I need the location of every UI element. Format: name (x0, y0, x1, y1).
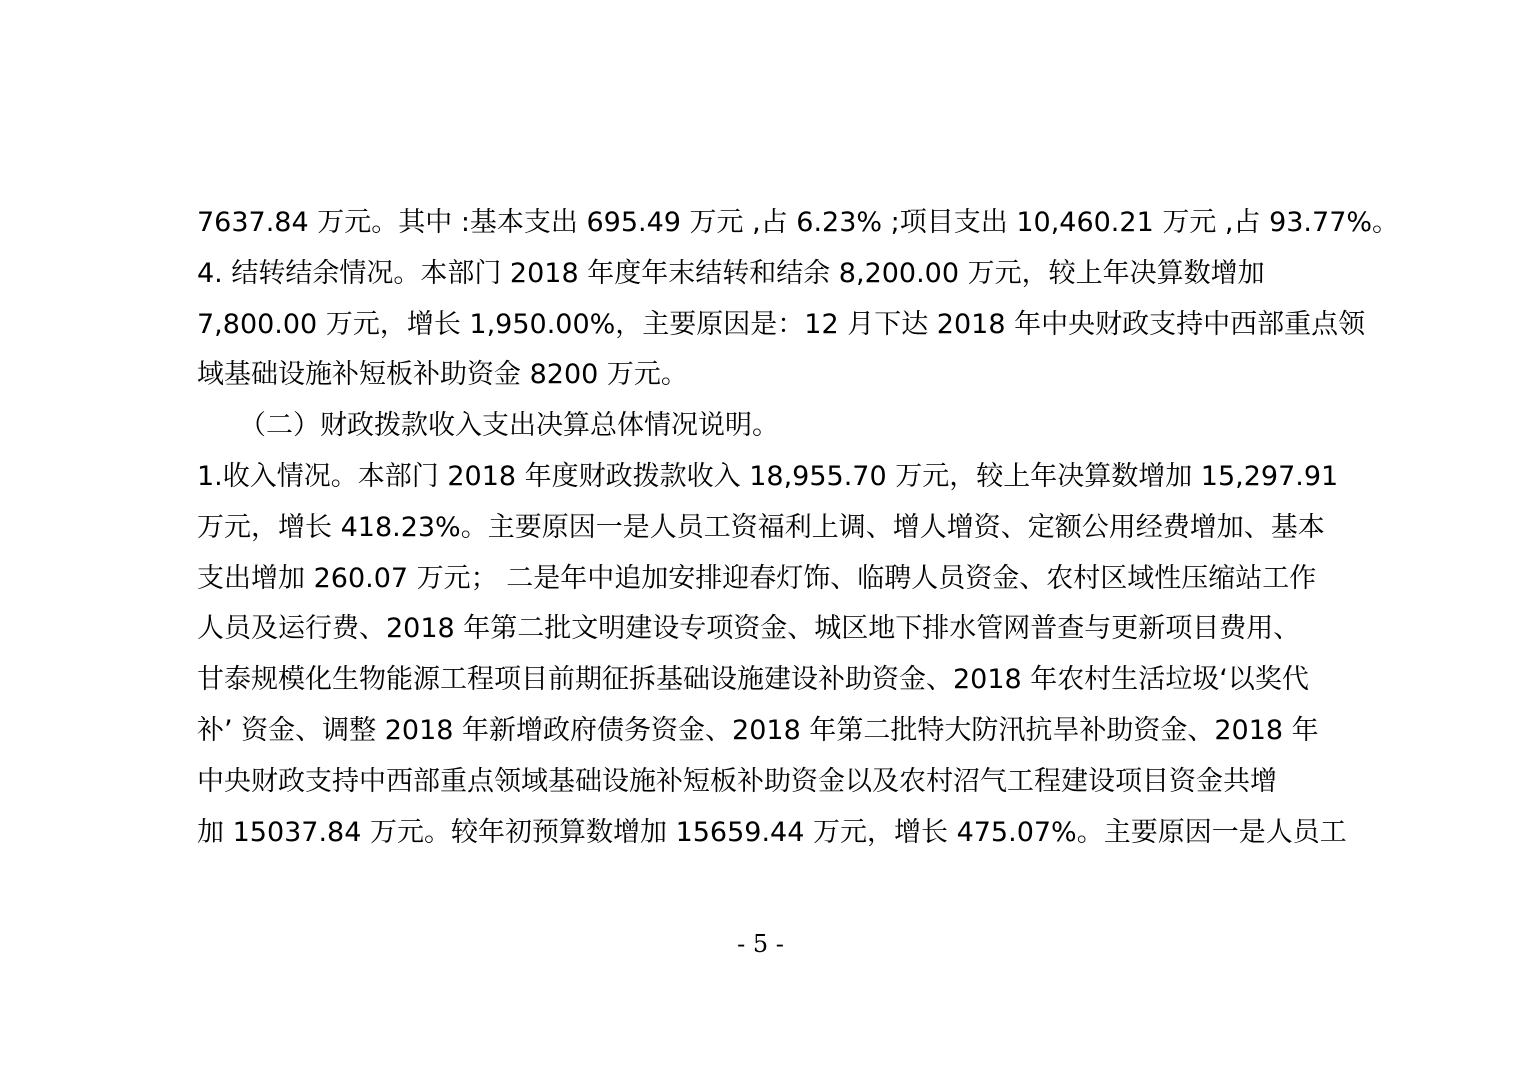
text-line: 4. 结转结余情况。本部门 2018 年度年末结转和结余 8,200.00 万元，较上年决算数增加 (197, 257, 1265, 289)
page-number: - 5 - (737, 930, 784, 958)
text-line: 7,800.00 万元，增长 1,950.00%，主要原因是：12 月下达 2018 年中央财政支持中西部重点领 (197, 308, 1366, 340)
text-line: 人员及运行费、2018 年第二批文明建设专项资金、城区地下排水管网普查与更新项目费用、 (197, 613, 1301, 645)
text-line: 域基础设施补短板补助资金 8200 万元。 (197, 359, 688, 391)
text-line: 中央财政支持中西部重点领域基础设施补短板补助资金以及农村沼气工程建设项目资金共增 (197, 765, 1277, 797)
text-line: 支出增加 260.07 万元； 二是年中追加安排迎春灯饰、临聘人员资金、农村区域性压缩站工作 (197, 562, 1317, 594)
text-line: 万元，增长 418.23%。主要原因一是人员工资福利上调、增人增资、定额公用经费增加、基本 (197, 511, 1325, 543)
text-line: 1.收入情况。本部门 2018 年度财政拨款收入 18,955.70 万元，较上年决算数增加 15,297.91 (197, 460, 1339, 492)
body-text (197, 198, 1400, 858)
section-heading: （二）财政拨款收入支出决算总体情况说明。 (239, 410, 779, 442)
text-line: 7637.84 万元。其中 :基本支出 695.49 万元 ,占 6.23% ;项目支出 10,460.21 万元 ,占 93.77%。 (197, 207, 1400, 238)
text-line: 加 15037.84 万元。较年初预算数增加 15659.44 万元，增长 475.07%。主要原因一是人员工 (197, 816, 1347, 848)
text-line: 补’ 资金、调整 2018 年新增政府债务资金、2018 年第二批特大防汛抗旱补助资金、2018 年 (197, 714, 1319, 746)
text-line: 甘泰规模化生物能源工程项目前期征拆基础设施建设补助资金、2018 年农村生活垃圾‘以奖代 (197, 664, 1309, 696)
